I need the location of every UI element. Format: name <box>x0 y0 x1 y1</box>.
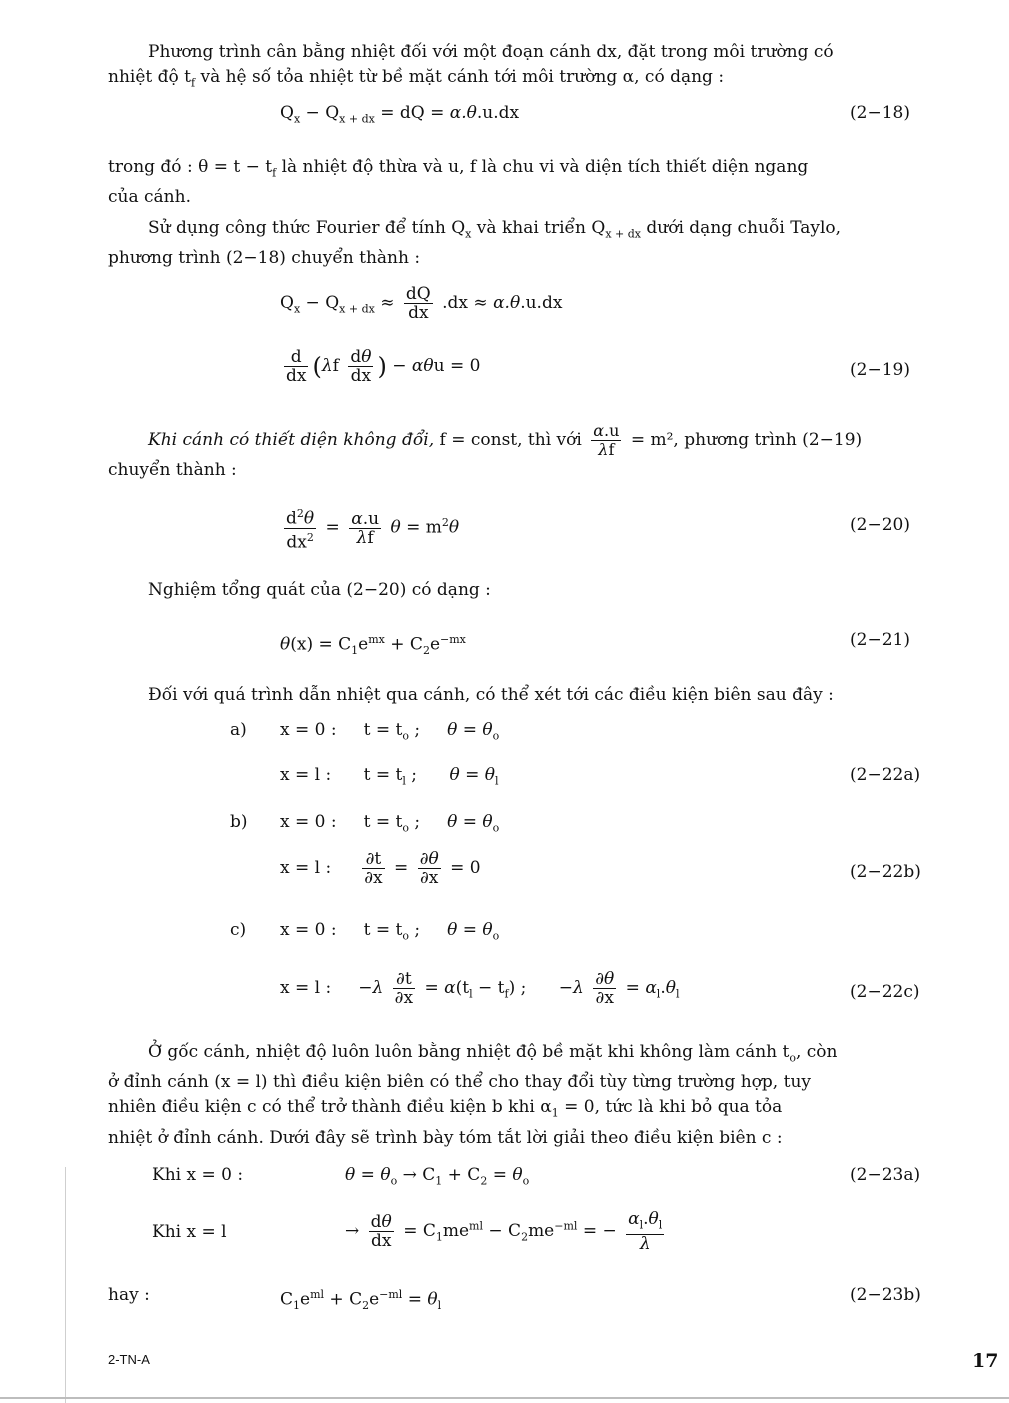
paragraph-definitions: trong đó : $\theta = t - t_f$ là nhiệt độ thừa và u, f là chu vi và diện tích thiết diện ngang của cánh. <box>108 157 809 208</box>
equation-number-2-22a: (2−22a) <box>850 765 921 785</box>
equation-number-2-20: (2−20) <box>850 515 910 535</box>
scan-margin-line <box>65 1167 66 1403</box>
paragraph-becomes: chuyển thành : <box>108 460 237 480</box>
equation-number-2-18: (2−18) <box>850 103 910 123</box>
equation-derivative-at-tip: → $\frac{d\theta}{dx}$ = $C_1me^{ml} - C_2me^{-ml}$ = − $\frac{\alpha_l.\theta_l}{\lambda}$ <box>345 1209 663 1255</box>
equation-case-b-xl: x = l : $\frac{\partial t}{\partial x}$ = $\frac{\partial\theta}{\partial x}$ = 0 <box>280 849 481 888</box>
paragraph-general-solution: Nghiệm tổng quát của (2−20) có dạng : <box>148 580 491 600</box>
page-number: 17 <box>972 1350 999 1372</box>
paragraph-energy-balance: Phương trình cân bằng nhiệt đối với một đoạn cánh dx, đặt trong môi trường có nhiệt độ $t_f$ và hệ số tỏa nhiệt từ bề mặt cánh tới môi trường α, có dạng : <box>108 42 834 90</box>
equation-number-2-19: (2−19) <box>850 360 910 380</box>
equation-2-18: $Q_x - Q_{x + dx}$ = dQ = α.θ.u.dx <box>280 103 520 126</box>
equation-number-2-22c: (2−22c) <box>850 982 920 1002</box>
equation-number-2-23b: (2−23b) <box>850 1285 921 1305</box>
equation-2-19: $\frac{d}{dx}$ (λf $\frac{d\theta}{dx}$ ) − αθu = 0 <box>286 347 481 386</box>
paragraph-constant-section: Khi cánh có thiết diện không đổi, f = const, thì với $\frac{\alpha.u}{\lambda f}$ = m², phương trình (2−19) <box>148 421 863 459</box>
scan-bottom-line <box>0 1397 1009 1399</box>
equation-number-2-22b: (2−22b) <box>850 862 921 882</box>
paragraph-fourier: Sử dụng công thức Fourier để tính $Q_x$ và khai triển $Q_{x + dx}$ dưới dạng chuỗi Taylo, phương trình (2−18) chuyển thành : <box>108 218 842 269</box>
label-hay: hay : <box>108 1285 150 1305</box>
equation-case-c-x0: x = 0 : $t = t_o$ ; $\theta = \theta_o$ <box>280 920 500 943</box>
equation-2-23a: $\theta = \theta_o \to C_1 + C_2 = \theta_o$ <box>345 1165 530 1188</box>
footer-code: 2-TN-A <box>108 1352 150 1367</box>
equation-2-23b: $C_1e^{ml} + C_2e^{-ml} = \theta_l$ <box>280 1288 442 1313</box>
label-when-xl: Khi x = l <box>152 1222 227 1242</box>
equation-case-a-xl: x = l : $t = t_l$ ; $\theta = \theta_l$ <box>280 765 499 788</box>
label-case-a: a) <box>230 720 247 740</box>
paragraph-root-condition: Ở gốc cánh, nhiệt độ luôn luôn bằng nhiệt độ bề mặt khi không làm cánh $t_o$, còn ở đỉnh cánh (x = l) thì điều kiện biên có thể cho thay đổi tùy từng trường hợp, tuy nhiên điều kiện c có thể trở thành điều kiện b khi $\alpha_1 = 0$, tức là khi bỏ qua tỏa nhiệt ở đỉnh cánh. Dưới đây sẽ trình bày tóm tắt lời giải theo điều kiện biên c : <box>108 1042 838 1148</box>
equation-case-a-x0: x = 0 : $t = t_o$ ; $\theta = \theta_o$ <box>280 720 500 743</box>
equation-number-2-23a: (2−23a) <box>850 1165 921 1185</box>
label-when-x0: Khi x = 0 : <box>152 1165 244 1185</box>
label-case-c: c) <box>230 920 247 940</box>
paragraph-boundary-conditions: Đối với quá trình dẫn nhiệt qua cánh, có thể xét tới các điều kiện biên sau đây : <box>148 685 834 705</box>
equation-case-b-x0: x = 0 : $t = t_o$ ; $\theta = \theta_o$ <box>280 812 500 835</box>
label-case-b: b) <box>230 812 248 832</box>
equation-2-21: $\theta(x) = C_1e^{mx} + C_2e^{-mx}$ <box>280 633 466 658</box>
equation-case-c-xl: x = l : −λ $\frac{\partial t}{\partial x}$ = $\alpha(t_l - t_f)$ ; −λ $\frac{\partial\theta}{\partial x}$ = $\alpha_l.\theta_l$ <box>280 969 680 1008</box>
equation-taylor-approx: $Q_x - Q_{x + dx}$ ≈ $\frac{dQ}{dx}$ .dx ≈ α.θ.u.dx <box>280 284 563 323</box>
equation-2-20: $\frac{d^2\theta}{dx^2}$ = $\frac{\alpha.u}{\lambda f}$ $\theta = m^2\theta$ <box>286 507 460 553</box>
equation-number-2-21: (2−21) <box>850 630 910 650</box>
